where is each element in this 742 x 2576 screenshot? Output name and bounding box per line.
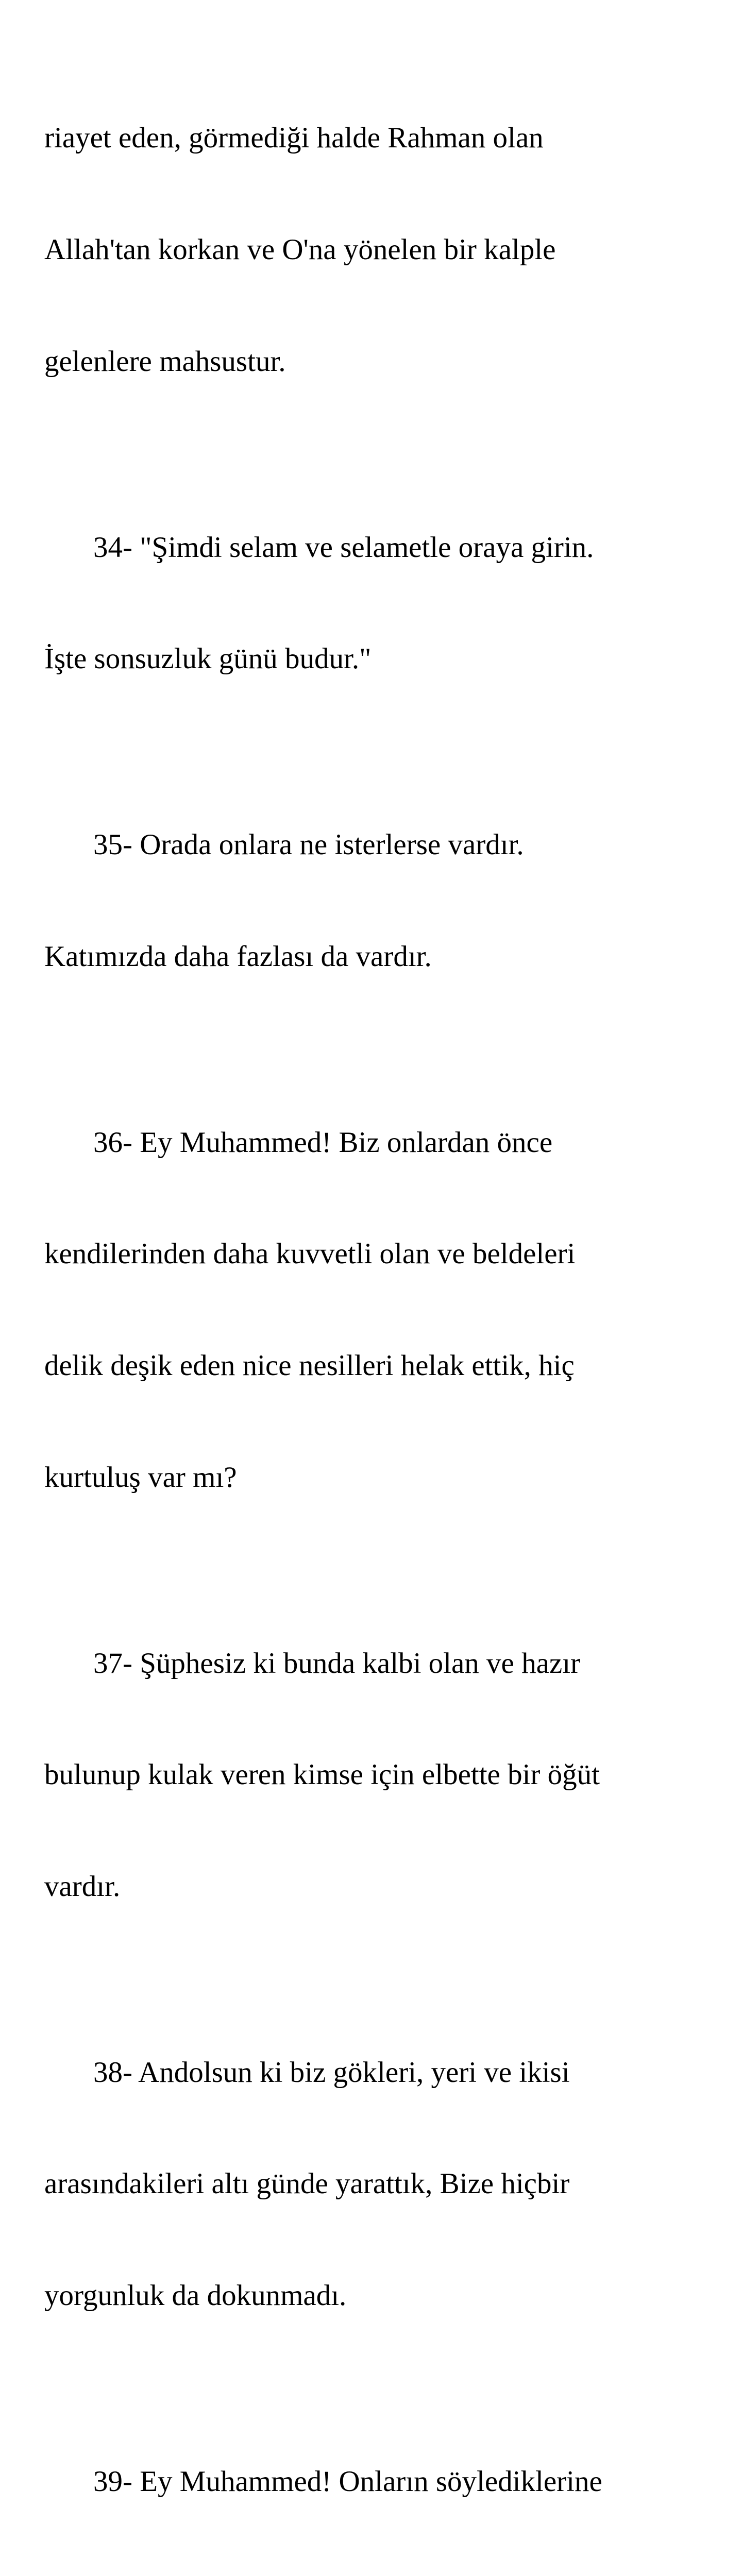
paragraph-verse-37 [44,1570,735,1979]
text-line: İşte sonsuzluk günü budur." [44,642,372,675]
text-line: vardır. [44,1870,121,1903]
text-line: 38- Andolsun ki biz gökleri, yeri ve ikisi [93,2056,570,2089]
text-line: yorgunluk da dokunmadı. [44,2279,347,2312]
text-line: kurtuluş var mı? [44,1461,237,1494]
body-text [44,45,735,2576]
paragraph-verse-38 [44,1979,735,2388]
text-line: arasındakileri altı günde yarattık, Bize hiçbir [44,2167,570,2200]
text-line: riayet eden, görmediği halde Rahman olan [44,122,544,155]
paragraph-verse-36 [44,1049,735,1570]
paragraph-verse-34 [44,454,735,752]
text-line: kendilerinden daha kuvvetli olan ve beldeleri [44,1238,576,1270]
text-line: 35- Orada onlara ne isterlerse vardır. [93,828,524,861]
paragraph-continuation [44,45,735,454]
text-line: Allah'tan korkan ve O'na yönelen bir kalple [44,233,556,266]
text-line: gelenlere mahsustur. [44,345,286,378]
text-line: Katımızda daha fazlası da vardır. [44,940,432,973]
paragraph-verse-35 [44,752,735,1050]
text-line: 39- Ey Muhammed! Onların söylediklerine [93,2465,602,2498]
text-line: 36- Ey Muhammed! Biz onlardan önce [93,1126,553,1159]
text-line: 34- "Şimdi selam ve selametle oraya girin. [93,531,594,564]
text-line: bulunup kulak veren kimse için elbette bir öğüt [44,1758,600,1791]
paragraph-verse-39 [44,2389,735,2576]
text-line: 37- Şüphesiz ki bunda kalbi olan ve hazır [93,1647,581,1680]
text-line: delik deşik eden nice nesilleri helak ettik, hiç [44,1349,575,1382]
